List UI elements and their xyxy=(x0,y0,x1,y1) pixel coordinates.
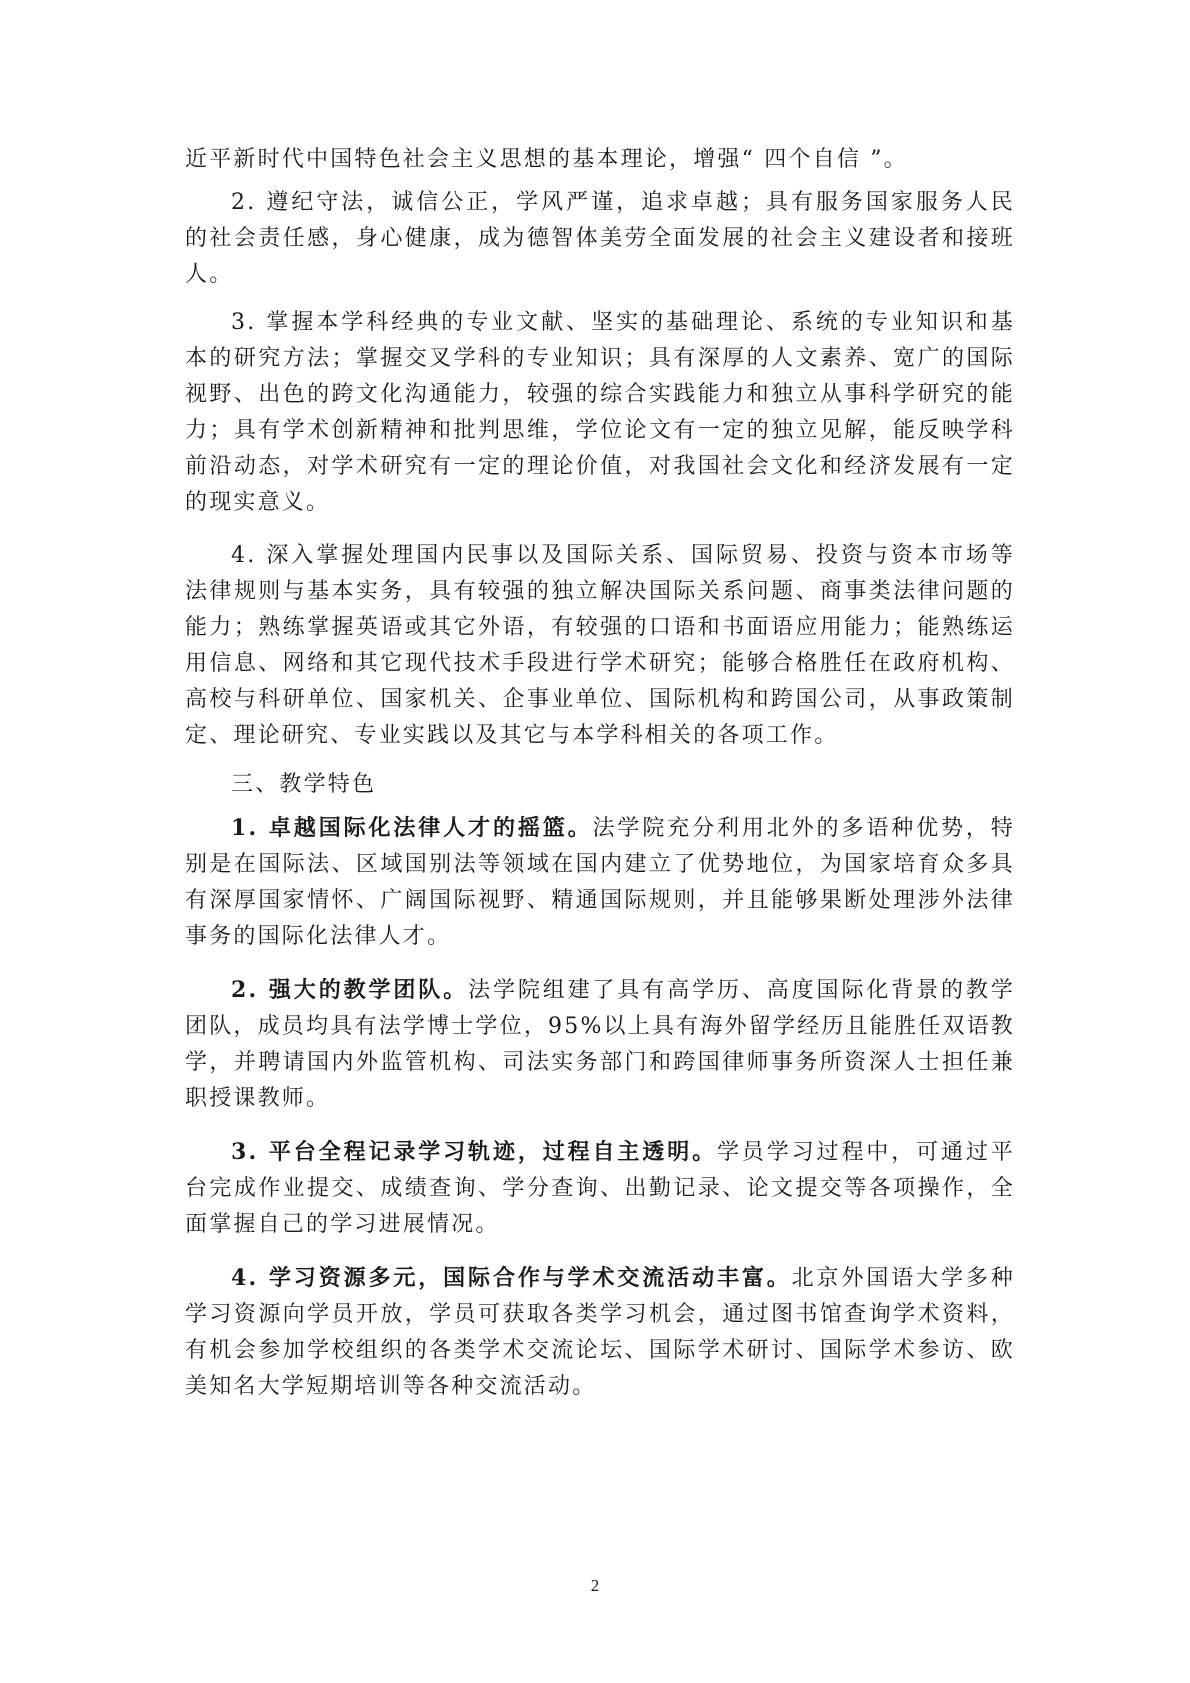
paragraph-continuation: 近平新时代中国特色社会主义思想的基本理论，增强“ 四个自信 ”。 xyxy=(185,147,908,172)
feature-item-3 xyxy=(185,1134,1015,1243)
feature-text: 学员学习过程中，可通过平台完成作业提交、成绩查询、学分查询、出勤记录、论文提交等各项操作，全面掌握自己的学习进展情况。 xyxy=(185,1140,1015,1237)
feature-item-4 xyxy=(185,1260,1015,1405)
feature-lead: 2. 强大的教学团队。 xyxy=(231,977,469,1003)
feature-text: 北京外国语大学多种学习资源向学员开放，学员可获取各类学习机会，通过图书馆查询学术资料，有机会参加学校组织的各类学术交流论坛、国际学术研讨、国际学术参访、欧美知名大学短期培训等各种交流活动。 xyxy=(185,1266,1015,1399)
feature-lead: 1. 卓越国际化法律人才的摇篮。 xyxy=(231,815,593,841)
feature-text: 法学院组建了具有高学历、高度国际化背景的教学团队，成员均具有法学博士学位，95%以上具有海外留学经历且能胜任双语教学，并聘请国内外监管机构、司法实务部门和跨国律师事务所资深人士担任兼职授课教师。 xyxy=(185,978,1016,1111)
requirement-item-4: 4. 深入掌握处理国内民事以及国际关系、国际贸易、投资与资本市场等法律规则与基本实务，具有较强的独立解决国际关系问题、商事类法律问题的能力；熟练掌握英语或其它外语，有较强的口语和书面语应用能力；能熟练运用信息、网络和其它现代技术手段进行学术研究；能够合格胜任在政府机构、高校与科研单位、国家机关、企事业单位、国际机构和跨国公司，从事政策制定、理论研究、专业实践以及其它与本学科相关的各项工作。 xyxy=(185,543,1015,748)
requirement-item-3: 3. 掌握本学科经典的专业文献、坚实的基础理论、系统的专业知识和基本的研究方法；掌握交叉学科的专业知识；具有深厚的人文素养、宽广的国际视野、出色的跨文化沟通能力，较强的综合实践能力和独立从事科学研究的能力；具有学术创新精神和批判思维，学位论文有一定的独立见解，能反映学科前沿动态，对学术研究有一定的理论价值，对我国社会文化和经济发展有一定的现实意义。 xyxy=(185,310,1015,515)
feature-text: 法学院充分利用北外的多语种优势，特别是在国际法、区域国别法等领域在国内建立了优势地位，为国家培育众多具有深厚国家情怀、广阔国际视野、精通国际规则，并且能够果断处理涉外法律事务的国际化法律人才。 xyxy=(185,816,1016,949)
feature-lead: 3. 平台全程记录学习轨迹，过程自主透明。 xyxy=(231,1139,717,1165)
document-body xyxy=(185,142,1015,1405)
feature-item-2 xyxy=(185,972,1015,1117)
requirement-item-2: 2. 遵纪守法，诚信公正，学风严谨，追求卓越；具有服务国家服务人民的社会责任感，身心健康，成为德智体美劳全面发展的社会主义建设者和接班人。 xyxy=(185,190,1015,287)
feature-lead: 4. 学习资源多元，国际合作与学术交流活动丰富。 xyxy=(231,1265,792,1291)
page-number: 2 xyxy=(590,1576,600,1595)
feature-item-1 xyxy=(185,810,1015,955)
section-heading: 三、教学特色 xyxy=(231,772,377,797)
